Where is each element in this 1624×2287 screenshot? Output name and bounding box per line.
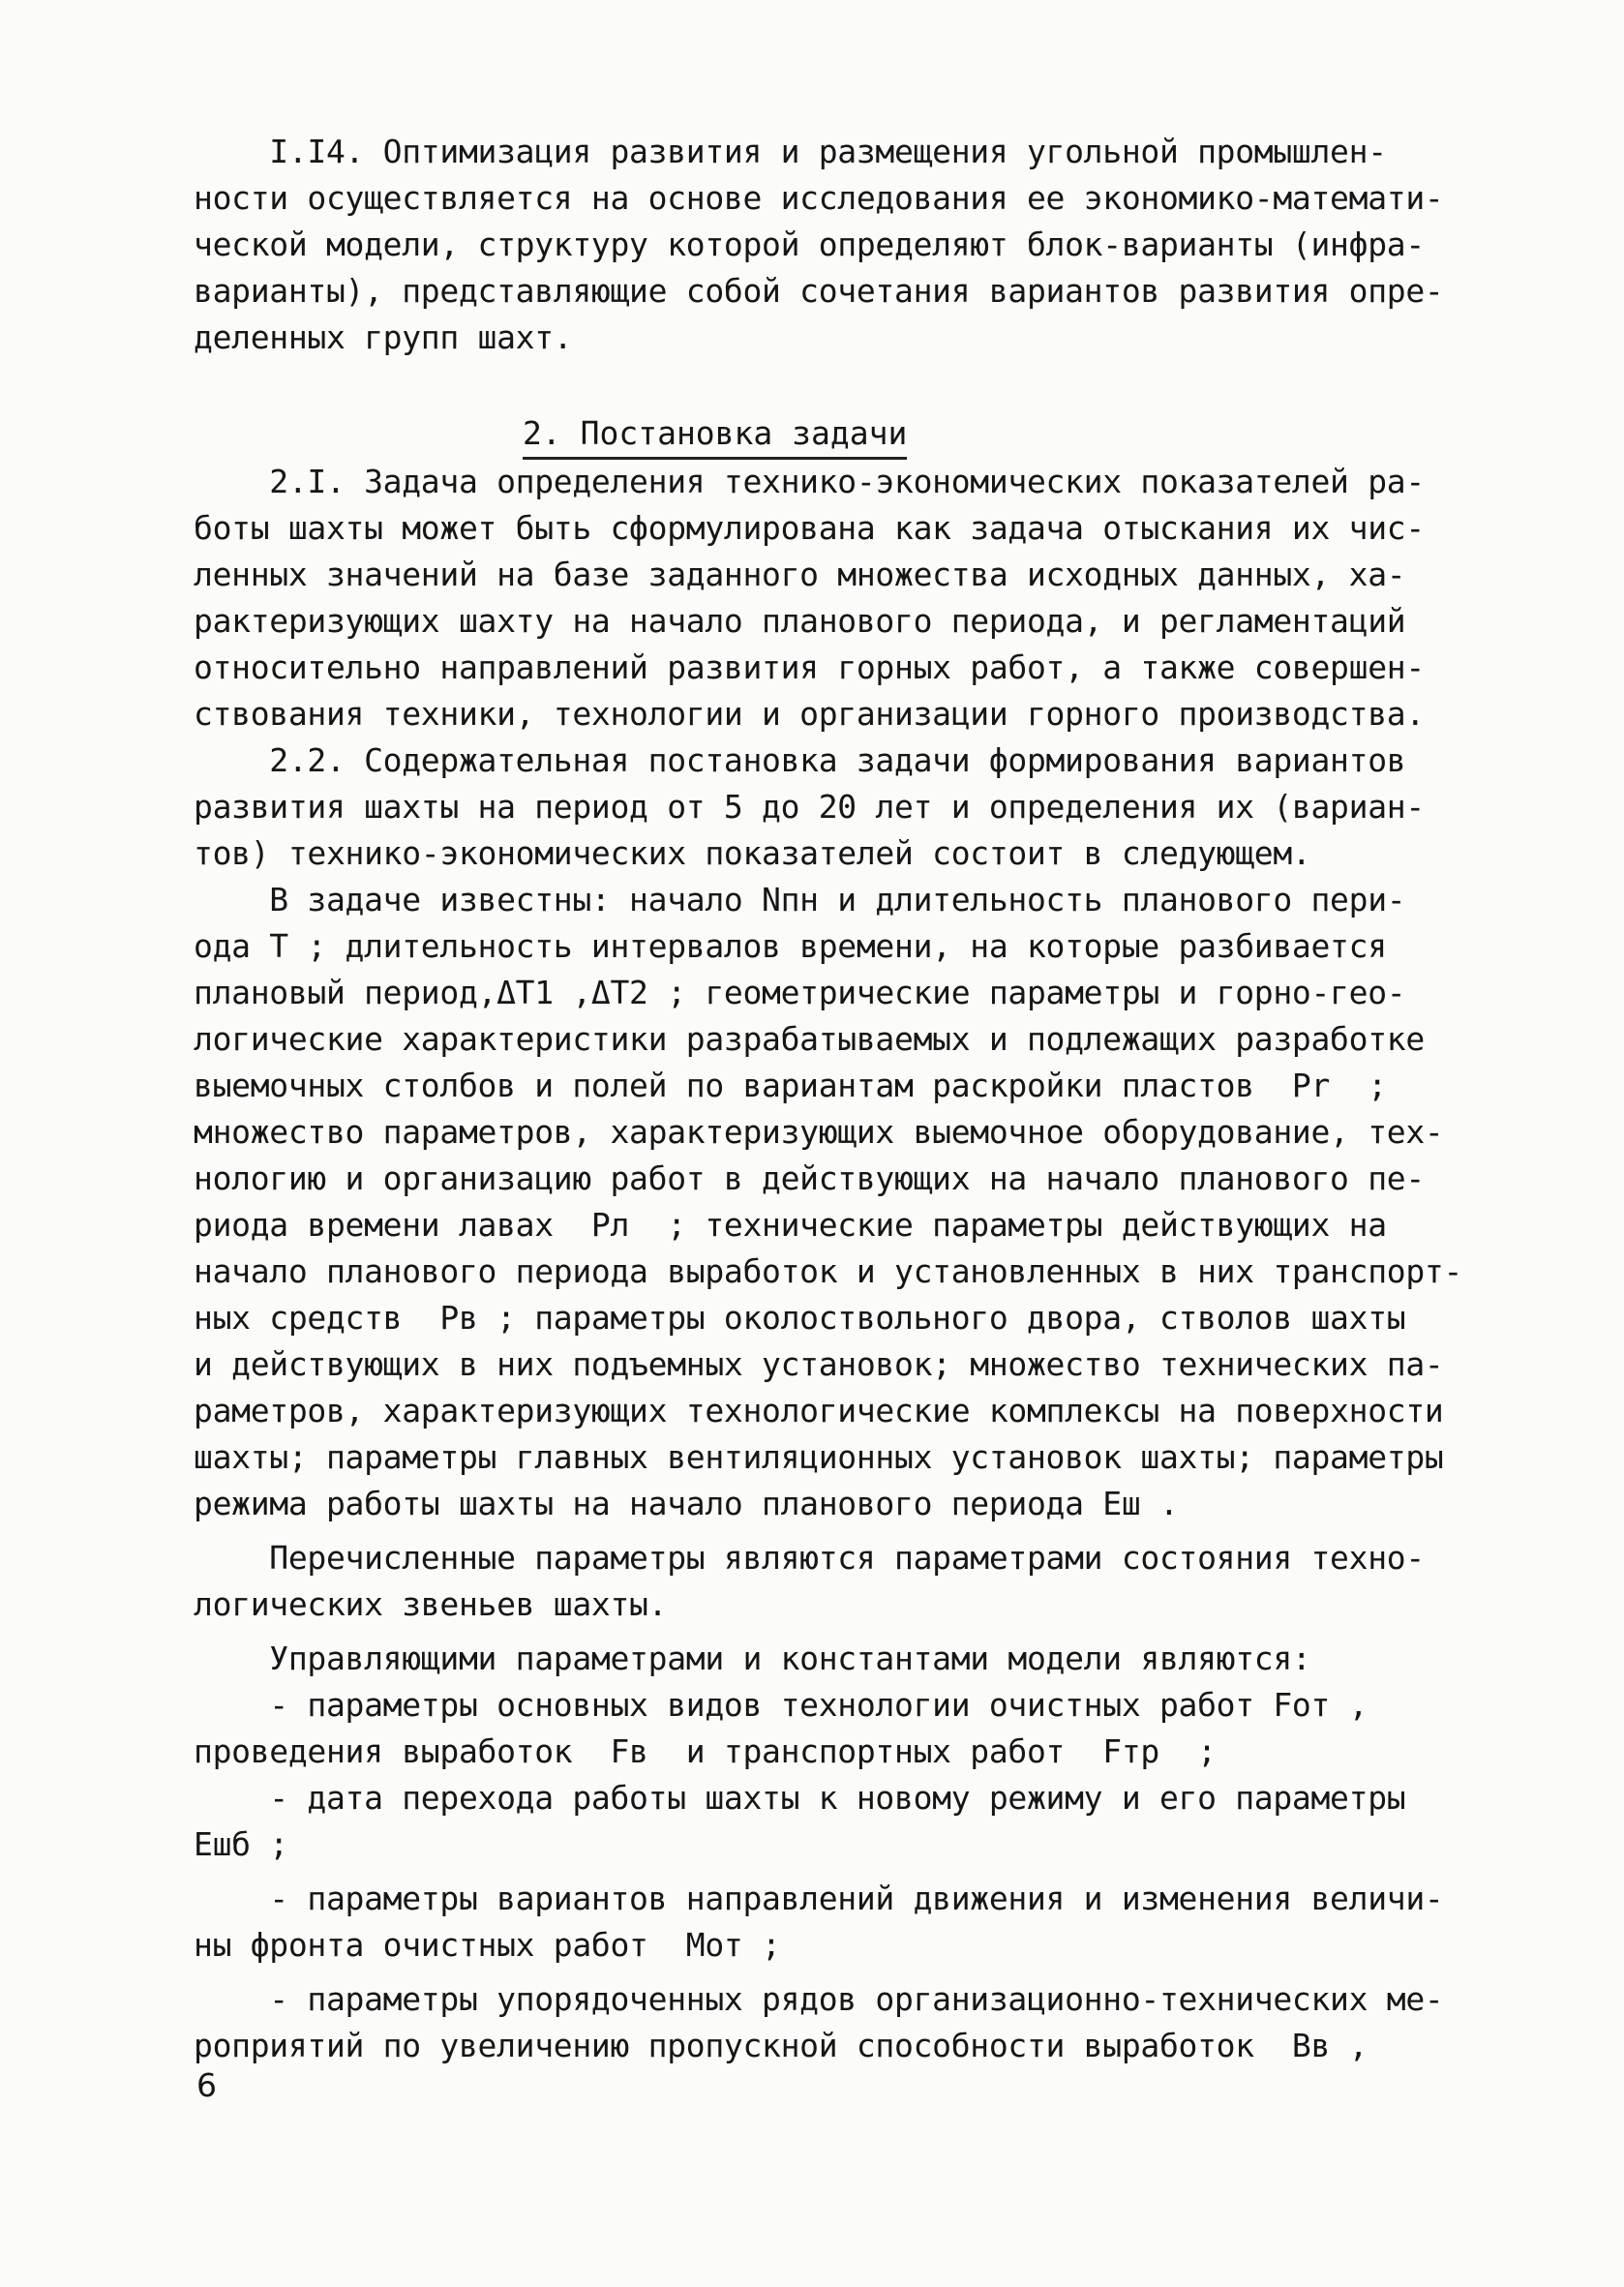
text-line: логические характеристики разрабатываемых и подлежащих разработке xyxy=(194,1020,1425,1058)
text-line: роприятий по увеличению пропускной способности выработок Bв , xyxy=(194,2027,1368,2064)
text-line: Eшб ; xyxy=(194,1825,288,1863)
text-line: деленных групп шахт. xyxy=(194,318,573,356)
text-line: ности осуществляется на основе исследования ее экономико-математи- xyxy=(194,179,1444,217)
text-line: - дата перехода работы шахты к новому режиму и его параметры xyxy=(194,1779,1406,1817)
text-line: проведения выработок Fв и транспортных работ Fтр ; xyxy=(194,1732,1217,1770)
text-line: - параметры упорядоченных рядов организационно-технических ме- xyxy=(194,1980,1444,2018)
text-line: относительно направлений развития горных работ, а также совершен- xyxy=(194,648,1425,686)
text-line: выемочных столбов и полей по вариантам раскройки пластов Pr ; xyxy=(194,1067,1387,1104)
text-line: - параметры основных видов технологии очистных работ Fот , xyxy=(194,1686,1368,1724)
text-line: ных средств Pв ; параметры околоствольного двора, стволов шахты xyxy=(194,1299,1406,1337)
text-line: I.I4. Оптимизация развития и размещения угольной промышлен- xyxy=(194,133,1387,170)
text-line: множество параметров, характеризующих выемочное оборудование, тех- xyxy=(194,1113,1444,1151)
text-line: 2.I. Задача определения технико-экономических показателей ра- xyxy=(194,463,1425,500)
text-line: варианты), представляющие собой сочетания вариантов развития опре- xyxy=(194,272,1444,310)
text-line: развития шахты на период от 5 до 20 лет и определения их (вариан- xyxy=(194,788,1425,826)
text-line: логических звеньев шахты. xyxy=(194,1585,668,1623)
section-heading: 2. Постановка задачи xyxy=(523,410,907,460)
text-line: тов) технико-экономических показателей состоит в следующем. xyxy=(194,834,1311,872)
text-line: шахты; параметры главных вентиляционных установок шахты; параметры xyxy=(194,1438,1444,1476)
text-line: плановый период,ΔT1 ,ΔT2 ; геометрические параметры и горно-гео- xyxy=(194,974,1406,1011)
text-line: ствования техники, технологии и организации горного производства. xyxy=(194,695,1425,733)
text-line: ны фронта очистных работ Mот ; xyxy=(194,1926,781,1964)
text-line: рактеризующих шахту на начало планового периода, и регламентаций xyxy=(194,602,1406,640)
text-line: боты шахты может быть сформулирована как задача отыскания их чис- xyxy=(194,509,1425,547)
text-line: ода T ; длительность интервалов времени, на которые разбивается xyxy=(194,927,1387,965)
text-line: риода времени лавах Pл ; технические параметры действующих на xyxy=(194,1206,1387,1244)
text-line: ческой модели, структуру которой определяют блок-варианты (инфра- xyxy=(194,226,1425,263)
text-line: нологию и организацию работ в действующих на начало планового пе- xyxy=(194,1159,1425,1197)
text-line: - параметры вариантов направлений движения и изменения величи- xyxy=(194,1880,1444,1917)
text-line: В задаче известны: начало Nпн и длительность планового пери- xyxy=(194,881,1406,918)
text-line: Управляющими параметрами и константами модели являются: xyxy=(194,1640,1311,1677)
text-line: 2.2. Содержательная постановка задачи формирования вариантов xyxy=(194,741,1406,779)
text-line: ленных значений на базе заданного множества исходных данных, ха- xyxy=(194,556,1406,593)
text-line: Перечисленные параметры являются параметрами состояния техно- xyxy=(194,1539,1425,1577)
text-line: режима работы шахты на начало планового периода Eш . xyxy=(194,1485,1179,1522)
text-line: начало планового периода выработок и установленных в них транспорт- xyxy=(194,1252,1463,1290)
text-line: раметров, характеризующих технологические комплексы на поверхности xyxy=(194,1392,1444,1429)
page-number: 6 xyxy=(196,2066,217,2104)
text-line: и действующих в них подъемных установок; множество технических па- xyxy=(194,1345,1444,1383)
